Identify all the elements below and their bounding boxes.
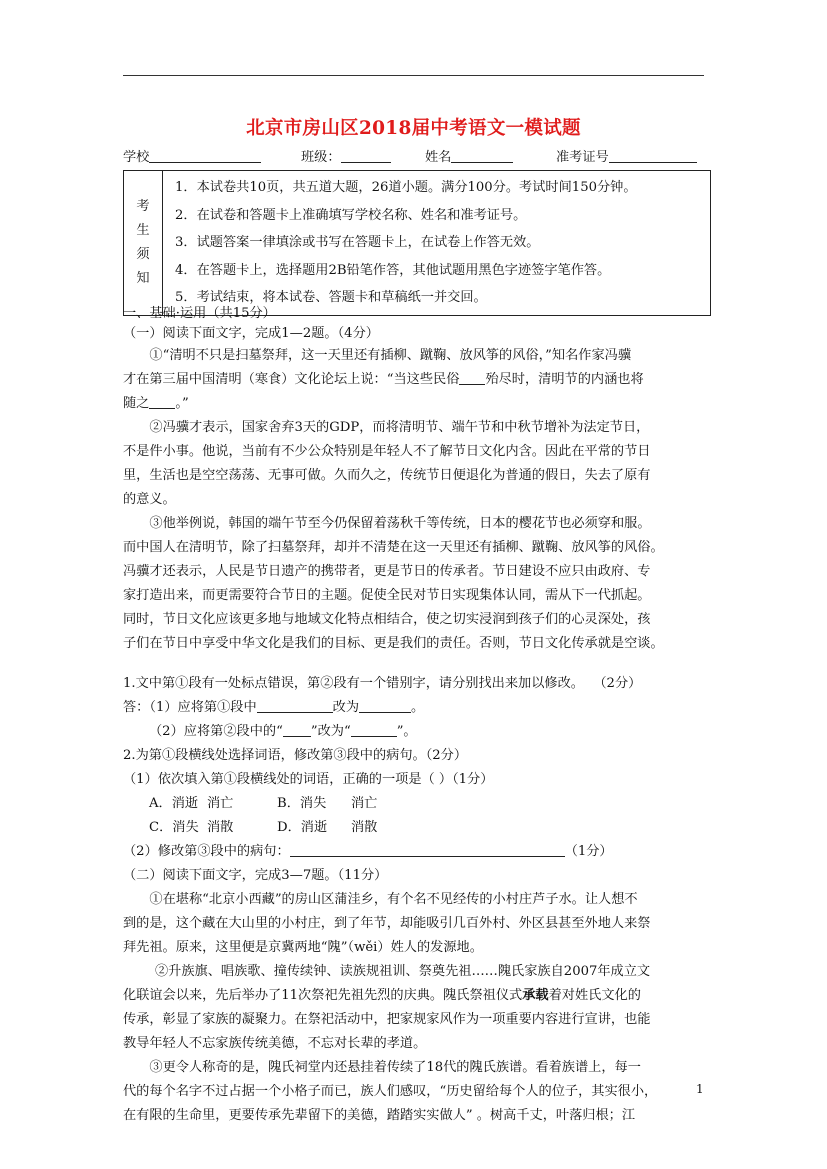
paragraph-line: 才在第三届中国清明（寒食）文化论坛上说：“当这些民俗 殆尽时，清明节的内涵也将 — [123, 372, 644, 387]
student-info-row — [123, 146, 704, 166]
paragraph-line: ②冯骥才表示，国家舍弃3天的GDP，而将清明节、端午节和中秋节增补为法定节日， — [149, 420, 650, 435]
emphasized-word: 承载 — [522, 988, 549, 1003]
section-heading: 一、基础·运用（共15分） — [123, 306, 276, 321]
subsection-heading: （一）阅读下面文字，完成1—2题。（4分） — [123, 326, 379, 341]
answer-blank[interactable] — [283, 722, 311, 737]
page-title: 北京市房山区2018届中考语文一模试题 — [246, 118, 581, 139]
paragraph-line: ①“清明不只是扫墓祭拜，这一天里还有插柳、蹴鞠、放风筝的风俗，”知名作家冯骥 — [149, 348, 632, 363]
answer-blank[interactable] — [359, 698, 411, 713]
question-2-sub-2: （2）修改第③段中的病句： （1分） — [123, 844, 613, 859]
option-b[interactable]: B．消失 — [277, 796, 327, 811]
option-c[interactable]: C．消失 — [149, 820, 199, 835]
paragraph-line: 传承，彰显了家族的凝聚力。在祭祀活动中，把家规家风作为一项重要内容进行宣讲，也能 — [123, 1012, 651, 1027]
name-field[interactable]: 姓名 — [425, 146, 513, 165]
paragraph-line: 不是件小事。他说，当前有不少公众特别是年轻人不了解节日文化内含。因此在平常的节日 — [123, 444, 651, 459]
answer-blank[interactable] — [257, 698, 333, 713]
class-field[interactable]: 班级： — [301, 146, 391, 165]
paragraph-line: 化联谊会以来，先后举办了11次祭祀先祖先烈的庆典。隗氏祭祖仪式承载着对姓氏文化的 — [123, 988, 641, 1003]
paragraph-line: 家打造出来，而更需要符合节日的主题。促使全民对节日实现集体认同，需从下一代抓起。 — [123, 588, 651, 603]
paragraph-line: 子们在节日中享受中华文化是我们的目标、更是我们的责任。否则，节日文化传承就是空谈。 — [123, 636, 664, 651]
paragraph-line: 随之 。” — [123, 396, 189, 411]
paragraph-line: 同时，节日文化应该更多地与地域文化特点相结合，使之切实浸润到孩子们的心灵深处，孩 — [123, 612, 651, 627]
notice-item: 5．考试结束，将本试卷、答题卡和草稿纸一并交回。 — [175, 290, 487, 306]
fill-blank[interactable] — [459, 370, 485, 385]
option-d[interactable]: D．消逝 — [277, 820, 328, 835]
answer-blank[interactable] — [351, 722, 397, 737]
paragraph-line: ②升族旗、唱族歌、撞传续钟、读族规祖训、祭奠先祖……隗氏家族自2007年成立文 — [155, 964, 651, 979]
subsection-heading: （二）阅读下面文字，完成3—7题。（11分） — [123, 868, 388, 883]
school-field[interactable]: 学校 — [123, 146, 261, 165]
option-a[interactable]: A．消逝 — [149, 796, 199, 811]
notice-side-label: 考 生 须 知 — [124, 171, 163, 316]
question-1-stem: 1.文中第①段有一处标点错误，第②段有一个错别字，请分别找出来加以修改。 （2分） — [123, 676, 642, 691]
notice-items — [163, 171, 711, 316]
question-1-answer-2: （2）应将第②段中的“ ”改为“ ”。 — [149, 724, 417, 739]
paragraph-line: 而中国人在清明节，除了扫墓祭拜，却并不清楚在这一天里还有插柳、蹴鞠、放风筝的风俗。 — [123, 540, 664, 555]
paragraph-line: 到的是，这个藏在大山里的小村庄，到了年节，却能吸引几百外村、外区县甚至外地人来祭 — [123, 916, 651, 931]
notice-item: 4．在答题卡上，选择题用2B铅笔作答，其他试题用黑色字迹签字笔作答。 — [175, 262, 611, 278]
paragraph-line: ③更令人称奇的是，隗氏祠堂内还悬挂着传续了18代的隗氏族谱。看着族谱上，每一 — [149, 1060, 641, 1075]
answer-blank[interactable] — [290, 842, 565, 857]
paragraph-line: 的意义。 — [123, 492, 176, 507]
fill-blank[interactable] — [149, 394, 175, 409]
paragraph-line: 代的每个名字不过占据一个小格子而已，族人们感叹，“历史留给每个人的位子，其实很小， — [123, 1084, 658, 1099]
paragraph-line: ③他举例说，韩国的端午节至今仍保留着荡秋千等传统，日本的樱花节也必须穿和服。 — [149, 516, 651, 531]
exam-number-field[interactable]: 准考证号 — [556, 146, 697, 165]
paragraph-line: ①在堪称“北京小西藏”的房山区蒲洼乡，有个名不见经传的小村庄芦子水。让人想不 — [149, 892, 638, 907]
question-2-options-row: A．消逝 消亡 B．消失 消亡 — [123, 794, 730, 814]
notice-item: 2．在试卷和答题卡上准确填写学校名称、姓名和准考证号。 — [175, 207, 527, 223]
paragraph-line: 冯骥才还表示，人民是节日遗产的携带者，更是节日的传承者。节日建设不应只由政府、专 — [123, 564, 651, 579]
question-2-stem: 2.为第①段横线处选择词语，修改第③段中的病句。（2分） — [123, 748, 468, 763]
question-2-sub-1: （1）依次填入第①段横线处的词语，正确的一项是（ ）（1分） — [123, 772, 494, 787]
paragraph-line: 在有限的生命里，更要传承先辈留下的美德，踏踏实实做人” 。树高千丈，叶落归根；江 — [123, 1108, 636, 1123]
paragraph-line: 拜先祖。原来，这里便是京冀两地“隗”（wěi）姓人的发源地。 — [123, 940, 483, 955]
header-rule — [123, 75, 704, 76]
notice-item: 3．试题答案一律填涂或书写在答题卡上，在试卷上作答无效。 — [175, 235, 540, 251]
question-1-answer-1: 答：（1）应将第①段中 改为 。 — [123, 700, 425, 715]
question-2-options-row: C．消失 消散 D．消逝 消散 — [123, 818, 730, 838]
notice-item: 1．本试卷共10页，共五道大题，26道小题。满分100分。考试时间150分钟。 — [175, 180, 637, 195]
page-number: 1 — [696, 1082, 704, 1096]
paragraph-line: 教导年轻人不忘家族传统美德，不忘对长辈的孝道。 — [123, 1036, 427, 1051]
exam-notice-box — [123, 170, 711, 316]
paragraph-line: 里，生活也是空空荡荡、无事可做。久而久之，传统节日便退化为普通的假日，失去了原有 — [123, 468, 651, 483]
